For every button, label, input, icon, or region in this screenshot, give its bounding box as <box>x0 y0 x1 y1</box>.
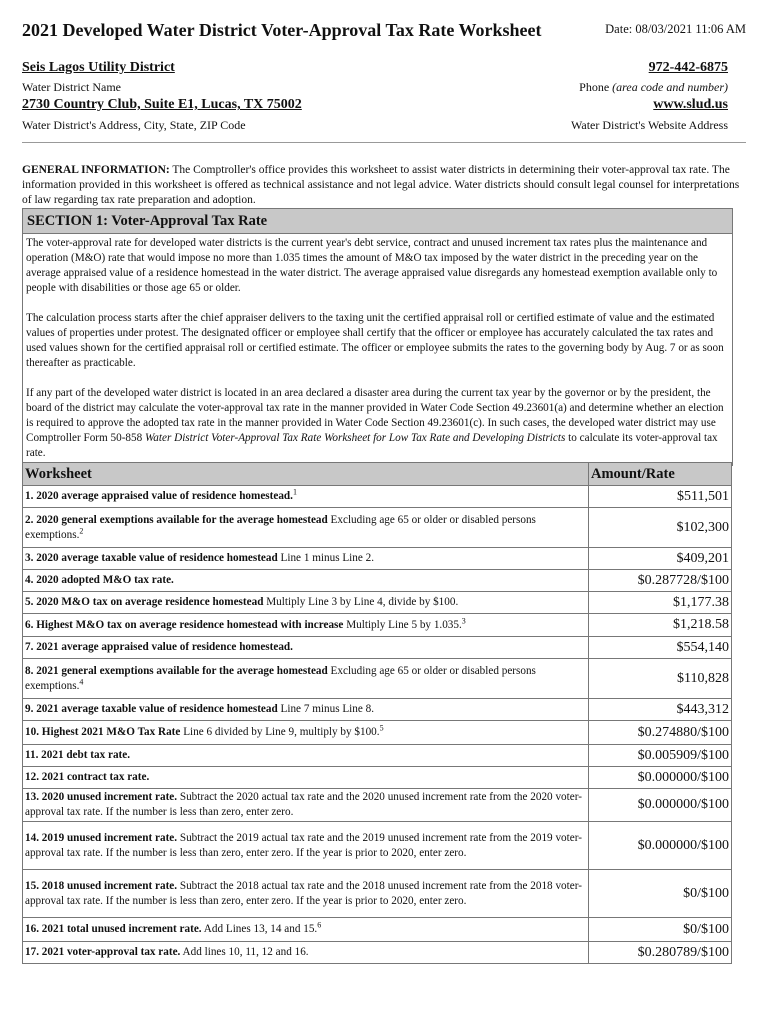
header-divider <box>22 142 746 143</box>
table-row <box>23 614 732 637</box>
worksheet-line-description: 16. 2021 total unused increment rate. Add Lines 13, 14 and 15.$^6$ <box>23 918 589 942</box>
worksheet-line-amount: $0.000000/$100 <box>589 767 732 789</box>
worksheet-line-description: 8. 2021 general exemptions available for the average homestead Excluding age 65 or older or disabled persons exemptions.$^4$ <box>23 659 589 699</box>
worksheet-line-description: 5. 2020 M&O tax on average residence homestead Multiply Line 3 by Line 4, divide by $100. <box>23 592 589 614</box>
table-row <box>23 659 732 699</box>
district-name: Seis Lagos Utility District <box>22 60 175 75</box>
footnote-marker: 2 <box>79 525 84 535</box>
table-row <box>23 699 732 721</box>
table-row <box>23 942 732 964</box>
worksheet-line-description: 13. 2020 unused increment rate. Subtract the 2020 actual tax rate and the 2020 unused increment rate from the 2020 voter-approval tax rate. If the number is less than zero, enter zero. <box>23 789 589 822</box>
table-row <box>23 767 732 789</box>
district-address-label-row <box>22 118 728 133</box>
table-row <box>23 721 732 745</box>
worksheet-line-amount: $0.287728/$100 <box>589 570 732 592</box>
worksheet-line-amount: $102,300 <box>589 508 732 548</box>
worksheet-header-row <box>23 463 732 486</box>
footnote-marker: 1 <box>292 487 297 497</box>
worksheet-line-amount: $0.280789/$100 <box>589 942 732 964</box>
worksheet-line-description: 14. 2019 unused increment rate. Subtract the 2019 actual tax rate and the 2019 unused increment rate from the 2019 voter-approval tax rate. If the number is less than zero, enter zero. If the year is prior to 2020, enter zero. <box>23 822 589 870</box>
general-information-lead: GENERAL INFORMATION: <box>22 164 170 176</box>
district-website[interactable]: www.slud.us <box>653 97 728 112</box>
table-row <box>23 592 732 614</box>
worksheet-line-amount: $554,140 <box>589 637 732 659</box>
section-1-body <box>23 234 732 465</box>
district-phone: 972-442-6875 <box>648 60 728 75</box>
worksheet-line-amount: $1,218.58 <box>589 614 732 637</box>
general-information-text: The Comptroller's office provides this worksheet to assist water districts in determining their voter-approval tax rate. The information provided in this worksheet is offered as technical assistance and not legal advice. Water districts should consult legal counsel for interpretations of law regarding tax rate preparation and adoption. <box>22 164 740 206</box>
worksheet-line-amount: $0.000000/$100 <box>589 789 732 822</box>
worksheet-line-amount: $110,828 <box>589 659 732 699</box>
section-1-paragraph-2: The calculation process starts after the chief appraiser delivers to the taxing unit the certified appraisal roll or certified estimate of value and the estimated values of properties under protest. The designated officer or employee shall certify that the officer or employee has accurately calculated the tax rates and used values shown for the certified appraisal roll or certified estimate. The officer or employee submits the rates to the governing body by Aug. 7 or as soon thereafter as practicable. <box>26 312 724 369</box>
worksheet-line-description: 2. 2020 general exemptions available for the average homestead Excluding age 65 or older or disabled persons exemptions.$^2$ <box>23 508 589 548</box>
worksheet-line-amount: $0.005909/$100 <box>589 745 732 767</box>
website-label: Water District's Website Address <box>571 118 728 132</box>
footnote-marker: 3 <box>461 615 466 625</box>
amount-column-header: Amount/Rate <box>589 463 732 486</box>
worksheet-line-description: 11. 2021 debt tax rate. <box>23 745 589 767</box>
worksheet-line-description: 3. 2020 average taxable value of residence homestead Line 1 minus Line 2. <box>23 548 589 570</box>
section-1-title: SECTION 1: Voter-Approval Tax Rate <box>23 209 732 234</box>
worksheet-line-description: 9. 2021 average taxable value of residence homestead Line 7 minus Line 8. <box>23 699 589 721</box>
district-name-label-row <box>22 80 728 95</box>
general-information <box>22 163 744 208</box>
worksheet-line-description: 12. 2021 contract tax rate. <box>23 767 589 789</box>
worksheet-line-amount: $1,177.38 <box>589 592 732 614</box>
table-row <box>23 822 732 870</box>
worksheet-line-description: 17. 2021 voter-approval tax rate. Add lines 10, 11, 12 and 16. <box>23 942 589 964</box>
table-row <box>23 570 732 592</box>
table-row <box>23 637 732 659</box>
worksheet-table <box>22 462 732 964</box>
worksheet-line-description: 10. Highest 2021 M&O Tax Rate Line 6 divided by Line 9, multiply by $100.$^5$ <box>23 721 589 745</box>
table-row <box>23 486 732 508</box>
table-row <box>23 918 732 942</box>
section-1 <box>22 208 733 466</box>
worksheet-line-amount: $0/$100 <box>589 870 732 918</box>
worksheet-line-amount: $443,312 <box>589 699 732 721</box>
worksheet-line-amount: $0/$100 <box>589 918 732 942</box>
worksheet-line-amount: $409,201 <box>589 548 732 570</box>
district-name-label: Water District Name <box>22 80 121 94</box>
worksheet-line-description: 15. 2018 unused increment rate. Subtract the 2018 actual tax rate and the 2018 unused increment rate from the 2018 voter-approval tax rate. If the number is less than zero, enter zero. If the year is prior to 2020, enter zero. <box>23 870 589 918</box>
document-title: 2021 Developed Water District Voter-Approval Tax Rate Worksheet <box>22 20 542 40</box>
section-1-paragraph-3: If any part of the developed water district is located in an area declared a disaster area during the current tax year by the governor or by the president, the board of the district may calculate the voter-approval tax rate in the manner provided in Water Code Section 49.23601(a) and determine whether an election is required to approve the adopted tax rate in the manner provided in Water Code Section 49.23601(c). In such cases, the developed water district may use Comptroller Form 50-858 Water District Voter-Approval Tax Rate Worksheet for Low Tax Rate and Developing Districts to calculate its voter-approval tax rate. <box>26 387 724 459</box>
footnote-marker: 6 <box>317 920 322 930</box>
worksheet-line-amount: $0.000000/$100 <box>589 822 732 870</box>
table-row <box>23 745 732 767</box>
phone-label: Phone (area code and number) <box>579 80 728 94</box>
footnote-marker: 5 <box>379 723 384 733</box>
table-row <box>23 548 732 570</box>
district-address-row <box>22 97 728 113</box>
worksheet-line-description: 6. Highest M&O tax on average residence homestead with increase Multiply Line 5 by 1.035.$^3$ <box>23 614 589 637</box>
table-row <box>23 508 732 548</box>
district-address: 2730 Country Club, Suite E1, Lucas, TX 75002 <box>22 97 302 112</box>
worksheet-line-description: 4. 2020 adopted M&O tax rate. <box>23 570 589 592</box>
section-1-paragraph-1: The voter-approval rate for developed water districts is the current year's debt service, contract and unused increment tax rates plus the maintenance and operation (M&O) rate that would impose no more than 1.035 times the amount of M&O tax imposed by the water district in the preceding year on the average appraised value of a residence homestead in the water district. The average appraised value disregards any homestead exemption available only to people with disabilities or those age 65 or older. <box>26 237 718 294</box>
worksheet-line-amount: $0.274880/$100 <box>589 721 732 745</box>
worksheet-column-header: Worksheet <box>23 463 589 486</box>
worksheet-line-amount: $511,501 <box>589 486 732 508</box>
table-row <box>23 789 732 822</box>
worksheet-line-description: 7. 2021 average appraised value of residence homestead. <box>23 637 589 659</box>
footnote-marker: 4 <box>79 676 84 686</box>
district-name-row <box>22 60 728 76</box>
district-address-label: Water District's Address, City, State, ZIP Code <box>22 118 246 132</box>
worksheet-line-description: 1. 2020 average appraised value of residence homestead.$^1$ <box>23 486 589 508</box>
table-row <box>23 870 732 918</box>
document-date: Date: 08/03/2021 11:06 AM <box>605 22 746 36</box>
